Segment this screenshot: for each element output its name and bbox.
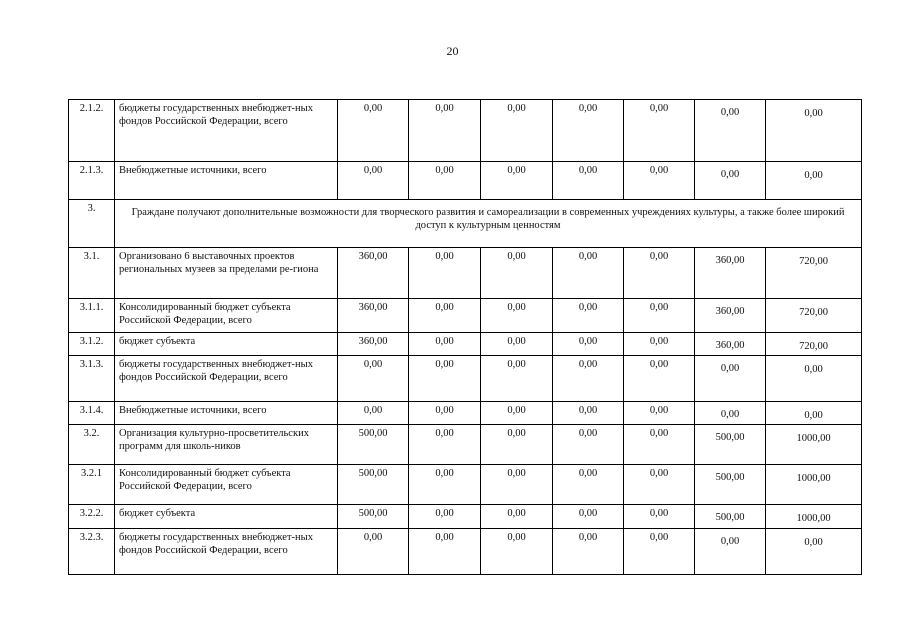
value-cell: 500,00 — [695, 465, 766, 505]
value-cell: 0,00 — [695, 402, 766, 425]
row-description: Организовано 6 выставочных проектов региональных музеев за пределами ре-гиона — [115, 248, 338, 299]
value-cell: 360,00 — [338, 299, 409, 333]
value-cell: 1000,00 — [766, 465, 862, 505]
value-cell: 0,00 — [409, 529, 481, 575]
row-description: Организация культурно-просветительских программ для школь-ников — [115, 425, 338, 465]
value-cell: 0,00 — [481, 356, 553, 402]
value-cell: 0,00 — [766, 162, 862, 200]
value-cell: 0,00 — [338, 100, 409, 162]
row-description: Консолидированный бюджет субъекта Российской Федерации, всего — [115, 299, 338, 333]
value-cell: 0,00 — [553, 333, 624, 356]
value-cell: 0,00 — [624, 402, 695, 425]
value-cell: 0,00 — [624, 162, 695, 200]
table-row — [69, 162, 862, 200]
table-row — [69, 505, 862, 529]
value-cell: 500,00 — [338, 505, 409, 529]
value-cell: 0,00 — [481, 248, 553, 299]
value-cell: 0,00 — [409, 299, 481, 333]
row-number: 3.2.3. — [69, 529, 115, 575]
value-cell: 500,00 — [695, 505, 766, 529]
row-number: 3.1. — [69, 248, 115, 299]
value-cell: 720,00 — [766, 248, 862, 299]
value-cell: 0,00 — [338, 402, 409, 425]
value-cell: 1000,00 — [766, 425, 862, 465]
value-cell: 0,00 — [481, 402, 553, 425]
row-description: бюджет субъекта — [115, 333, 338, 356]
value-cell: 0,00 — [624, 529, 695, 575]
table-row — [69, 333, 862, 356]
budget-table — [68, 99, 862, 575]
value-cell: 0,00 — [695, 356, 766, 402]
row-number: 3.1.1. — [69, 299, 115, 333]
value-cell: 0,00 — [553, 248, 624, 299]
table-row — [69, 465, 862, 505]
value-cell: 0,00 — [409, 425, 481, 465]
value-cell: 0,00 — [624, 248, 695, 299]
value-cell: 1000,00 — [766, 505, 862, 529]
value-cell: 360,00 — [695, 333, 766, 356]
value-cell: 0,00 — [766, 529, 862, 575]
value-cell: 0,00 — [553, 505, 624, 529]
table-row — [69, 299, 862, 333]
value-cell: 0,00 — [481, 162, 553, 200]
value-cell: 0,00 — [553, 402, 624, 425]
value-cell: 0,00 — [624, 505, 695, 529]
table-body — [69, 100, 862, 575]
value-cell: 0,00 — [766, 356, 862, 402]
value-cell: 0,00 — [553, 529, 624, 575]
value-cell: 0,00 — [553, 100, 624, 162]
value-cell: 0,00 — [409, 465, 481, 505]
row-number: 3.2. — [69, 425, 115, 465]
value-cell: 0,00 — [481, 465, 553, 505]
value-cell: 0,00 — [481, 425, 553, 465]
value-cell: 0,00 — [624, 356, 695, 402]
section-row — [69, 200, 862, 248]
value-cell: 720,00 — [766, 333, 862, 356]
value-cell: 0,00 — [338, 162, 409, 200]
row-number: 3.1.3. — [69, 356, 115, 402]
table-row — [69, 248, 862, 299]
value-cell: 0,00 — [624, 100, 695, 162]
value-cell: 0,00 — [409, 402, 481, 425]
value-cell: 0,00 — [338, 529, 409, 575]
row-description: бюджет субъекта — [115, 505, 338, 529]
value-cell: 0,00 — [695, 100, 766, 162]
value-cell: 360,00 — [695, 248, 766, 299]
value-cell: 500,00 — [338, 465, 409, 505]
row-number: 3.2.1 — [69, 465, 115, 505]
value-cell: 0,00 — [695, 529, 766, 575]
table-row — [69, 402, 862, 425]
value-cell: 0,00 — [553, 356, 624, 402]
row-number: 3. — [69, 200, 115, 248]
row-number: 2.1.3. — [69, 162, 115, 200]
value-cell: 0,00 — [553, 162, 624, 200]
row-description: бюджеты государственных внебюджет-ных фондов Российской Федерации, всего — [115, 529, 338, 575]
value-cell: 0,00 — [766, 100, 862, 162]
value-cell: 0,00 — [481, 333, 553, 356]
value-cell: 720,00 — [766, 299, 862, 333]
value-cell: 0,00 — [409, 100, 481, 162]
value-cell: 0,00 — [695, 162, 766, 200]
value-cell: 500,00 — [338, 425, 409, 465]
value-cell: 0,00 — [624, 425, 695, 465]
table-row — [69, 100, 862, 162]
value-cell: 0,00 — [409, 356, 481, 402]
table-row — [69, 529, 862, 575]
row-description: бюджеты государственных внебюджет-ных фондов Российской Федерации, всего — [115, 100, 338, 162]
row-number: 3.1.2. — [69, 333, 115, 356]
value-cell: 500,00 — [695, 425, 766, 465]
value-cell: 0,00 — [409, 333, 481, 356]
value-cell: 0,00 — [481, 100, 553, 162]
row-number: 2.1.2. — [69, 100, 115, 162]
row-number: 3.1.4. — [69, 402, 115, 425]
value-cell: 0,00 — [624, 299, 695, 333]
table-row — [69, 356, 862, 402]
value-cell: 0,00 — [553, 299, 624, 333]
value-cell: 0,00 — [409, 248, 481, 299]
value-cell: 360,00 — [338, 333, 409, 356]
value-cell: 0,00 — [338, 356, 409, 402]
value-cell: 0,00 — [481, 299, 553, 333]
row-description: бюджеты государственных внебюджет-ных фондов Российской Федерации, всего — [115, 356, 338, 402]
value-cell: 0,00 — [409, 162, 481, 200]
value-cell: 0,00 — [624, 333, 695, 356]
table-row — [69, 425, 862, 465]
row-number: 3.2.2. — [69, 505, 115, 529]
row-description: Внебюджетные источники, всего — [115, 162, 338, 200]
value-cell: 0,00 — [766, 402, 862, 425]
value-cell: 0,00 — [624, 465, 695, 505]
value-cell: 360,00 — [338, 248, 409, 299]
value-cell: 0,00 — [553, 425, 624, 465]
page-number: 20 — [446, 44, 459, 58]
value-cell: 360,00 — [695, 299, 766, 333]
row-description: Внебюджетные источники, всего — [115, 402, 338, 425]
value-cell: 0,00 — [481, 505, 553, 529]
row-description: Консолидированный бюджет субъекта Российской Федерации, всего — [115, 465, 338, 505]
value-cell: 0,00 — [553, 465, 624, 505]
value-cell: 0,00 — [409, 505, 481, 529]
value-cell: 0,00 — [481, 529, 553, 575]
section-title: Граждане получают дополнительные возможности для творческого развития и самореализации в современных учреждениях культуры, а также более широкий доступ к культурным ценностям — [115, 200, 862, 248]
